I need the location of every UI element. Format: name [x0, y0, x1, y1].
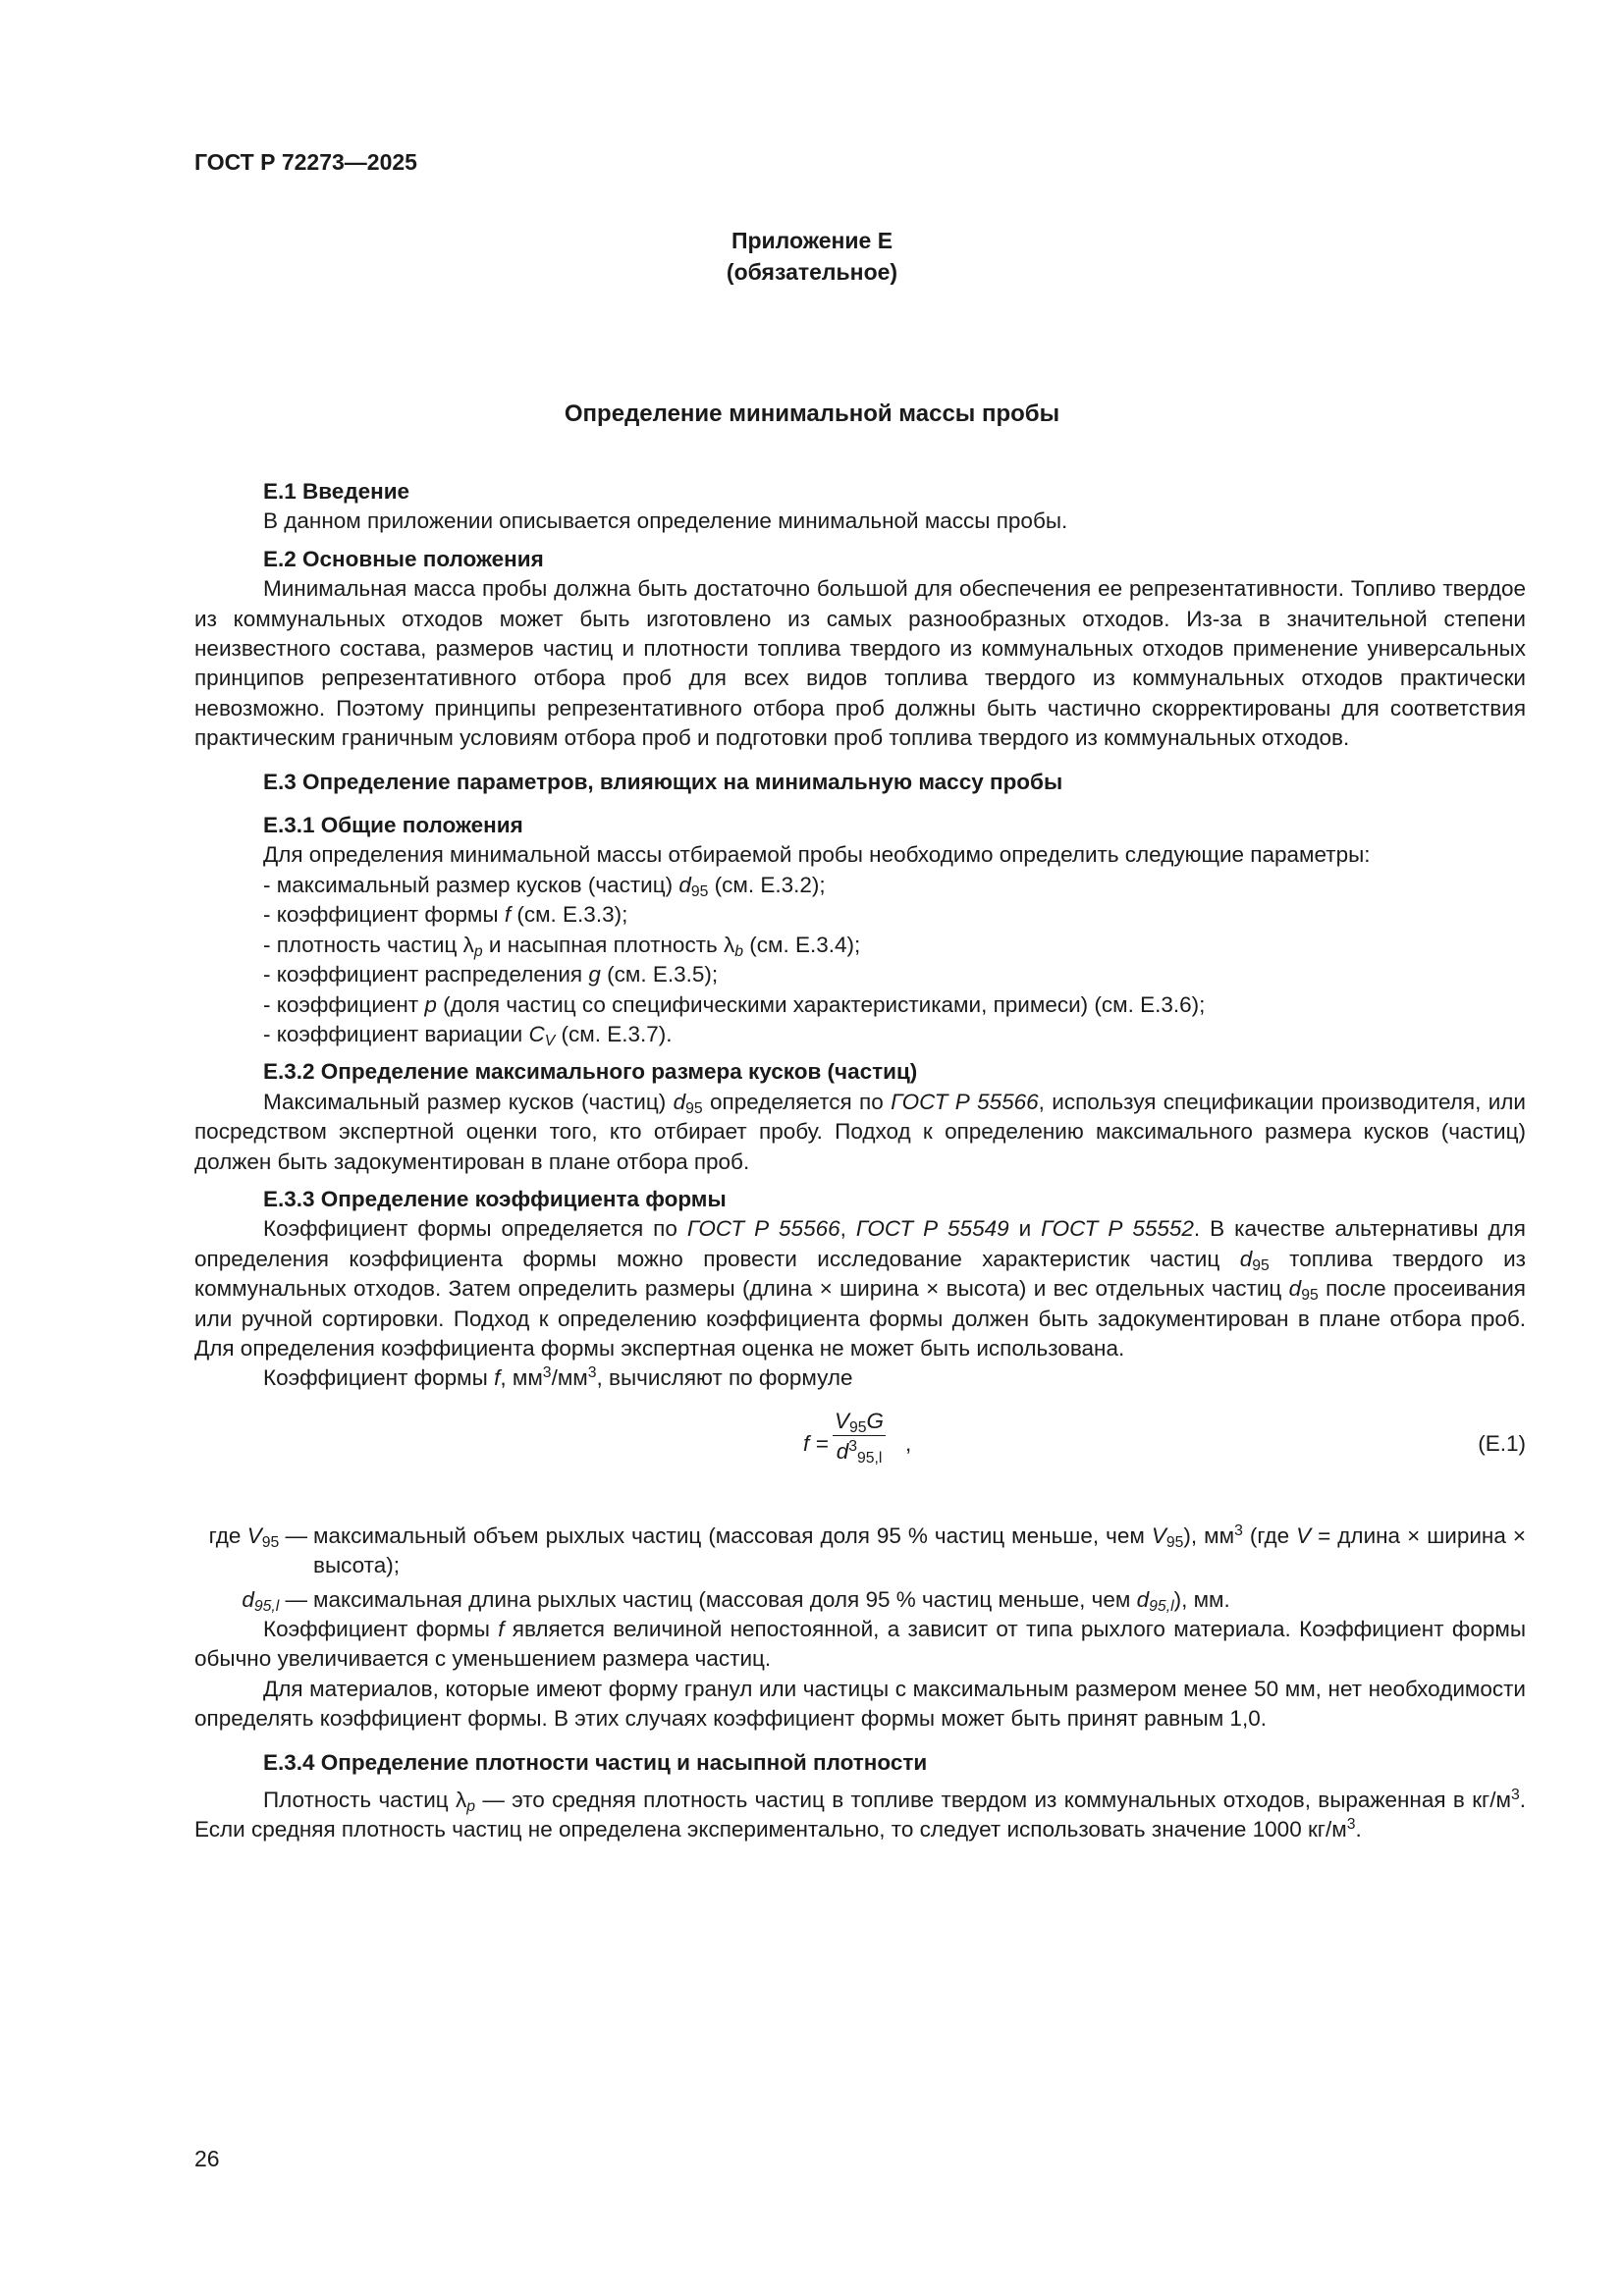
- annex-main-title: Определение минимальной массы пробы: [564, 400, 1060, 427]
- parameter-list: [194, 871, 1526, 1049]
- list-item: - коэффициент вариации $C_V$ (см. Е.3.7).: [263, 1021, 673, 1049]
- annex-title: Приложение Е: [731, 228, 893, 253]
- formula-legend: [194, 1522, 1526, 1615]
- section-e3-heading: Е.3 Определение параметров, влияющих на минимальную массу пробы: [263, 769, 1063, 794]
- annex-status: (обязательное): [726, 259, 898, 285]
- formula-number: (Е.1): [1478, 1430, 1526, 1456]
- formula-numerator: $V_{95}G$: [835, 1408, 885, 1436]
- section-e31-intro: Для определения минимальной массы отбираемой пробы необходимо определить следующие параметры:: [263, 842, 1371, 868]
- page-number: 26: [194, 2146, 220, 2171]
- formula-intro: Коэффициент формы f, $мм^3/мм^3$, вычисляют по формуле: [263, 1364, 853, 1391]
- section-e32-text: Максимальный размер кусков (частиц) $d_{95}$ определяется по ГОСТ Р 55566, используя спецификации производителя, или посредством экспертной оценки того, кто отбирает пробу. Подход к определению максимального размера кусков (частиц) должен быть задокументирован в плане отбора проб.: [194, 1089, 1526, 1174]
- section-e34-text: Плотность частиц $\lambda_p$ — это средняя плотность частиц в топливе твердом из коммунальных отходов, выраженная в $кг/м^3$. Если средняя плотность частиц не определена экспериментально, то следует использовать значение 1000 $кг/м^3$.: [194, 1787, 1526, 1842]
- section-e31-heading: Е.3.1 Общие положения: [263, 813, 523, 838]
- section-e34-heading: Е.3.4 Определение плотности частиц и насыпной плотности: [263, 1749, 928, 1775]
- section-e1-text: В данном приложении описывается определение минимальной массы пробы.: [263, 508, 1068, 534]
- formula-lhs: f =: [803, 1430, 829, 1456]
- section-e2-heading: Е.2 Основные положения: [263, 546, 544, 571]
- list-item: - коэффициент p (доля частиц со специфическими характеристиками, примеси) (см. Е.3.6);: [263, 991, 1206, 1017]
- formula-fraction: [833, 1408, 886, 1468]
- section-e2-text: Минимальная масса пробы должна быть достаточно большой для обеспечения ее репрезентативности. Топливо твердое из коммунальных отходов может быть изготовлено из самых разнообразных отходов. Из-за в значительной степени неизвестного состава, размеров частиц и плотности топлива твердого из коммунальных отходов применение универсальных принципов репрезентативного отбора проб для всех видов топлива твердого из коммунальных отходов практически невозможно. Поэтому принципы репрезентативного отбора проб должны быть частично скорректированы для соответствия практическим граничным условиям отбора проб и подготовки проб топлива твердого из коммунальных отходов.: [194, 576, 1526, 751]
- section-e33-text: Коэффициент формы определяется по ГОСТ Р 55566, ГОСТ Р 55549 и ГОСТ Р 55552. В качестве альтернативы для определения коэффициента формы можно провести исследование характеристик частиц $d_{95}$ топлива твердого из коммунальных отходов. Затем определить размеры (длина × ширина × высота) и вес отдельных частиц $d_{95}$ после просеивания или ручной сортировки. Подход к определению коэффициента формы должен быть задокументирован в плане отбора проб. Для определения коэффициента формы экспертная оценка не может быть использована.: [194, 1216, 1527, 1361]
- list-item: - максимальный размер кусков (частиц) $d_{95}$ (см. Е.3.2);: [263, 872, 826, 900]
- document-body: [194, 477, 1526, 1845]
- document-id: ГОСТ Р 72273—2025: [194, 149, 417, 175]
- list-item: - плотность частиц $\lambda_p$ и насыпная плотность $\lambda_b$ (см. Е.3.4);: [263, 932, 861, 960]
- legend-row: где $V_{95}$ — максимальный объем рыхлых частиц (массовая доля 95 % частиц меньше, чем $V_{95}$), $мм^3$ (где V = длина × ширина × высота);: [208, 1522, 1526, 1578]
- shape-factor-note: Коэффициент формы f является величиной непостоянной, а зависит от типа рыхлого материала. Коэффициент формы обычно увеличивается с уменьшением размера частиц.: [194, 1617, 1526, 1672]
- list-item: - коэффициент формы f (см. Е.3.3);: [263, 902, 628, 928]
- section-e33-heading: Е.3.3 Определение коэффициента формы: [263, 1186, 727, 1211]
- list-item: - коэффициент распределения g (см. Е.3.5);: [263, 962, 719, 988]
- formula-denominator: $d^3_{95,l}$: [836, 1437, 883, 1467]
- legend-row: $d_{95,l}$ — максимальная длина рыхлых частиц (массовая доля 95 % частиц меньше, чем $d_{95,l}$), мм.: [242, 1586, 1230, 1615]
- section-e32-heading: Е.3.2 Определение максимального размера кусков (частиц): [263, 1059, 918, 1085]
- shape-factor-granules-note: Для материалов, которые имеют форму гранул или частицы с максимальным размером менее 50 мм, нет необходимости определять коэффициент формы. В этих случаях коэффициент формы может быть принят равным 1,0.: [194, 1676, 1526, 1732]
- section-e1-heading: Е.1 Введение: [263, 479, 410, 504]
- formula-e1: f = $\frac{V_{95}G}{d^3_{95,l}}$ , (Е.1): [803, 1408, 1526, 1467]
